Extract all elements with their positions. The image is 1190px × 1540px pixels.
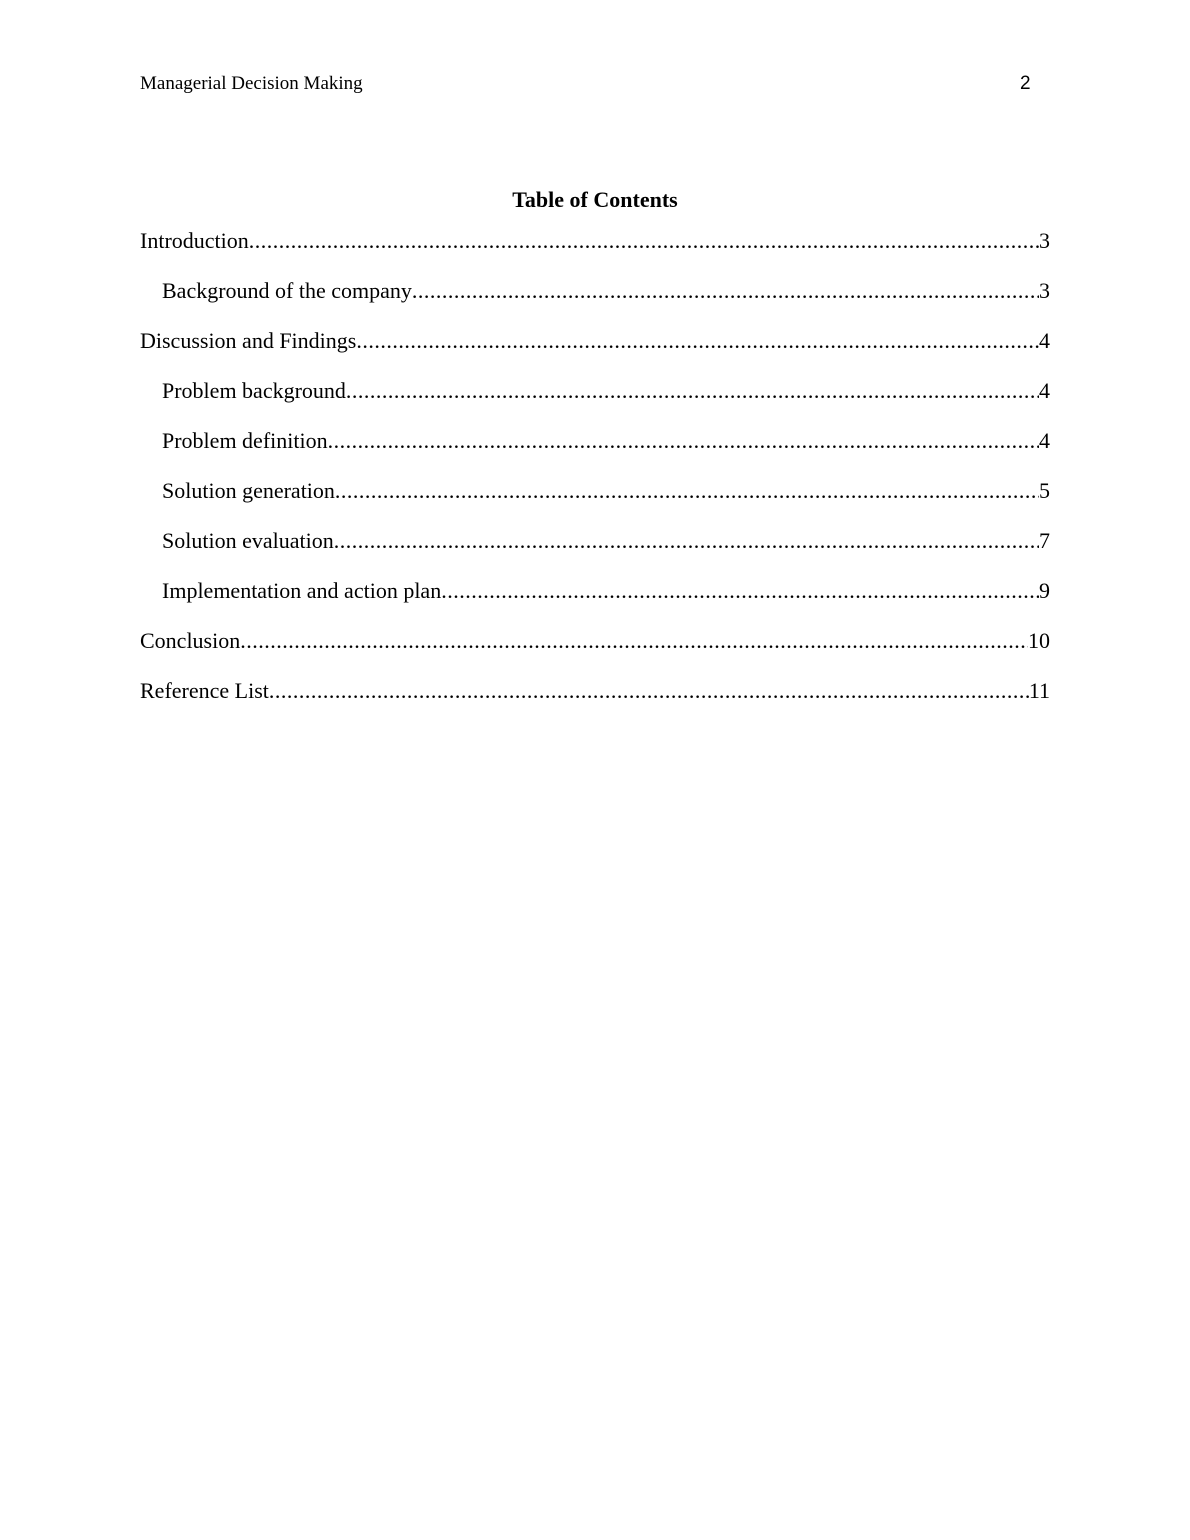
toc-entry-label: Solution evaluation: [162, 528, 334, 553]
toc-entry-problem-definition[interactable]: [140, 427, 1050, 477]
toc-entry-discussion-and-findings[interactable]: [140, 327, 1050, 377]
toc-dot-leader: [412, 277, 1039, 305]
toc-entry-page: 7: [1039, 528, 1050, 553]
toc-entry-label: Reference List: [140, 678, 269, 703]
toc-entry-label: Problem background: [162, 378, 346, 403]
toc-entry-solution-evaluation[interactable]: [140, 527, 1050, 577]
toc-entry-label: Discussion and Findings: [140, 328, 357, 353]
toc-dot-leader: [269, 677, 1029, 705]
toc-dot-leader: [335, 477, 1039, 505]
toc-entry-page: 4: [1039, 378, 1050, 403]
toc-entry-page: 3: [1039, 278, 1050, 303]
toc-entry-label: Solution generation: [162, 478, 335, 503]
toc-dot-leader: [240, 627, 1028, 655]
toc-entry-page: 5: [1039, 478, 1050, 503]
toc-entry-implementation-and-action-plan[interactable]: [140, 577, 1050, 627]
toc-entry-page: 11: [1028, 678, 1050, 703]
toc-entry-background-of-the-company[interactable]: [140, 277, 1050, 327]
toc-entry-solution-generation[interactable]: [140, 477, 1050, 527]
toc-dot-leader: [249, 227, 1039, 255]
toc-entry-label: Conclusion: [140, 628, 241, 653]
toc-dot-leader: [334, 527, 1039, 555]
page-number: 2: [1020, 73, 1031, 94]
toc-entry-page: 4: [1039, 328, 1050, 353]
toc-entry-introduction[interactable]: [140, 227, 1050, 277]
toc-entry-label: Introduction: [140, 228, 249, 253]
toc-entry-conclusion[interactable]: [140, 627, 1050, 677]
toc-dot-leader: [356, 327, 1039, 355]
toc-entry-page: 10: [1028, 628, 1050, 653]
toc-dot-leader: [441, 577, 1039, 605]
toc-entry-reference-list[interactable]: [140, 677, 1050, 727]
toc-dot-leader: [346, 377, 1039, 405]
running-header-title: Managerial Decision Making: [140, 73, 363, 94]
toc-entry-page: 9: [1039, 578, 1050, 603]
toc-title: Table of Contents: [512, 187, 678, 212]
toc-entry-label: Background of the company: [162, 278, 412, 303]
toc-entry-problem-background[interactable]: [140, 377, 1050, 427]
toc-entry-label: Problem definition: [162, 428, 328, 453]
toc-entry-page: 3: [1039, 228, 1050, 253]
toc-entry-label: Implementation and action plan: [162, 578, 442, 603]
table-of-contents: [140, 227, 1050, 727]
toc-dot-leader: [328, 427, 1039, 455]
toc-entry-page: 4: [1039, 428, 1050, 453]
